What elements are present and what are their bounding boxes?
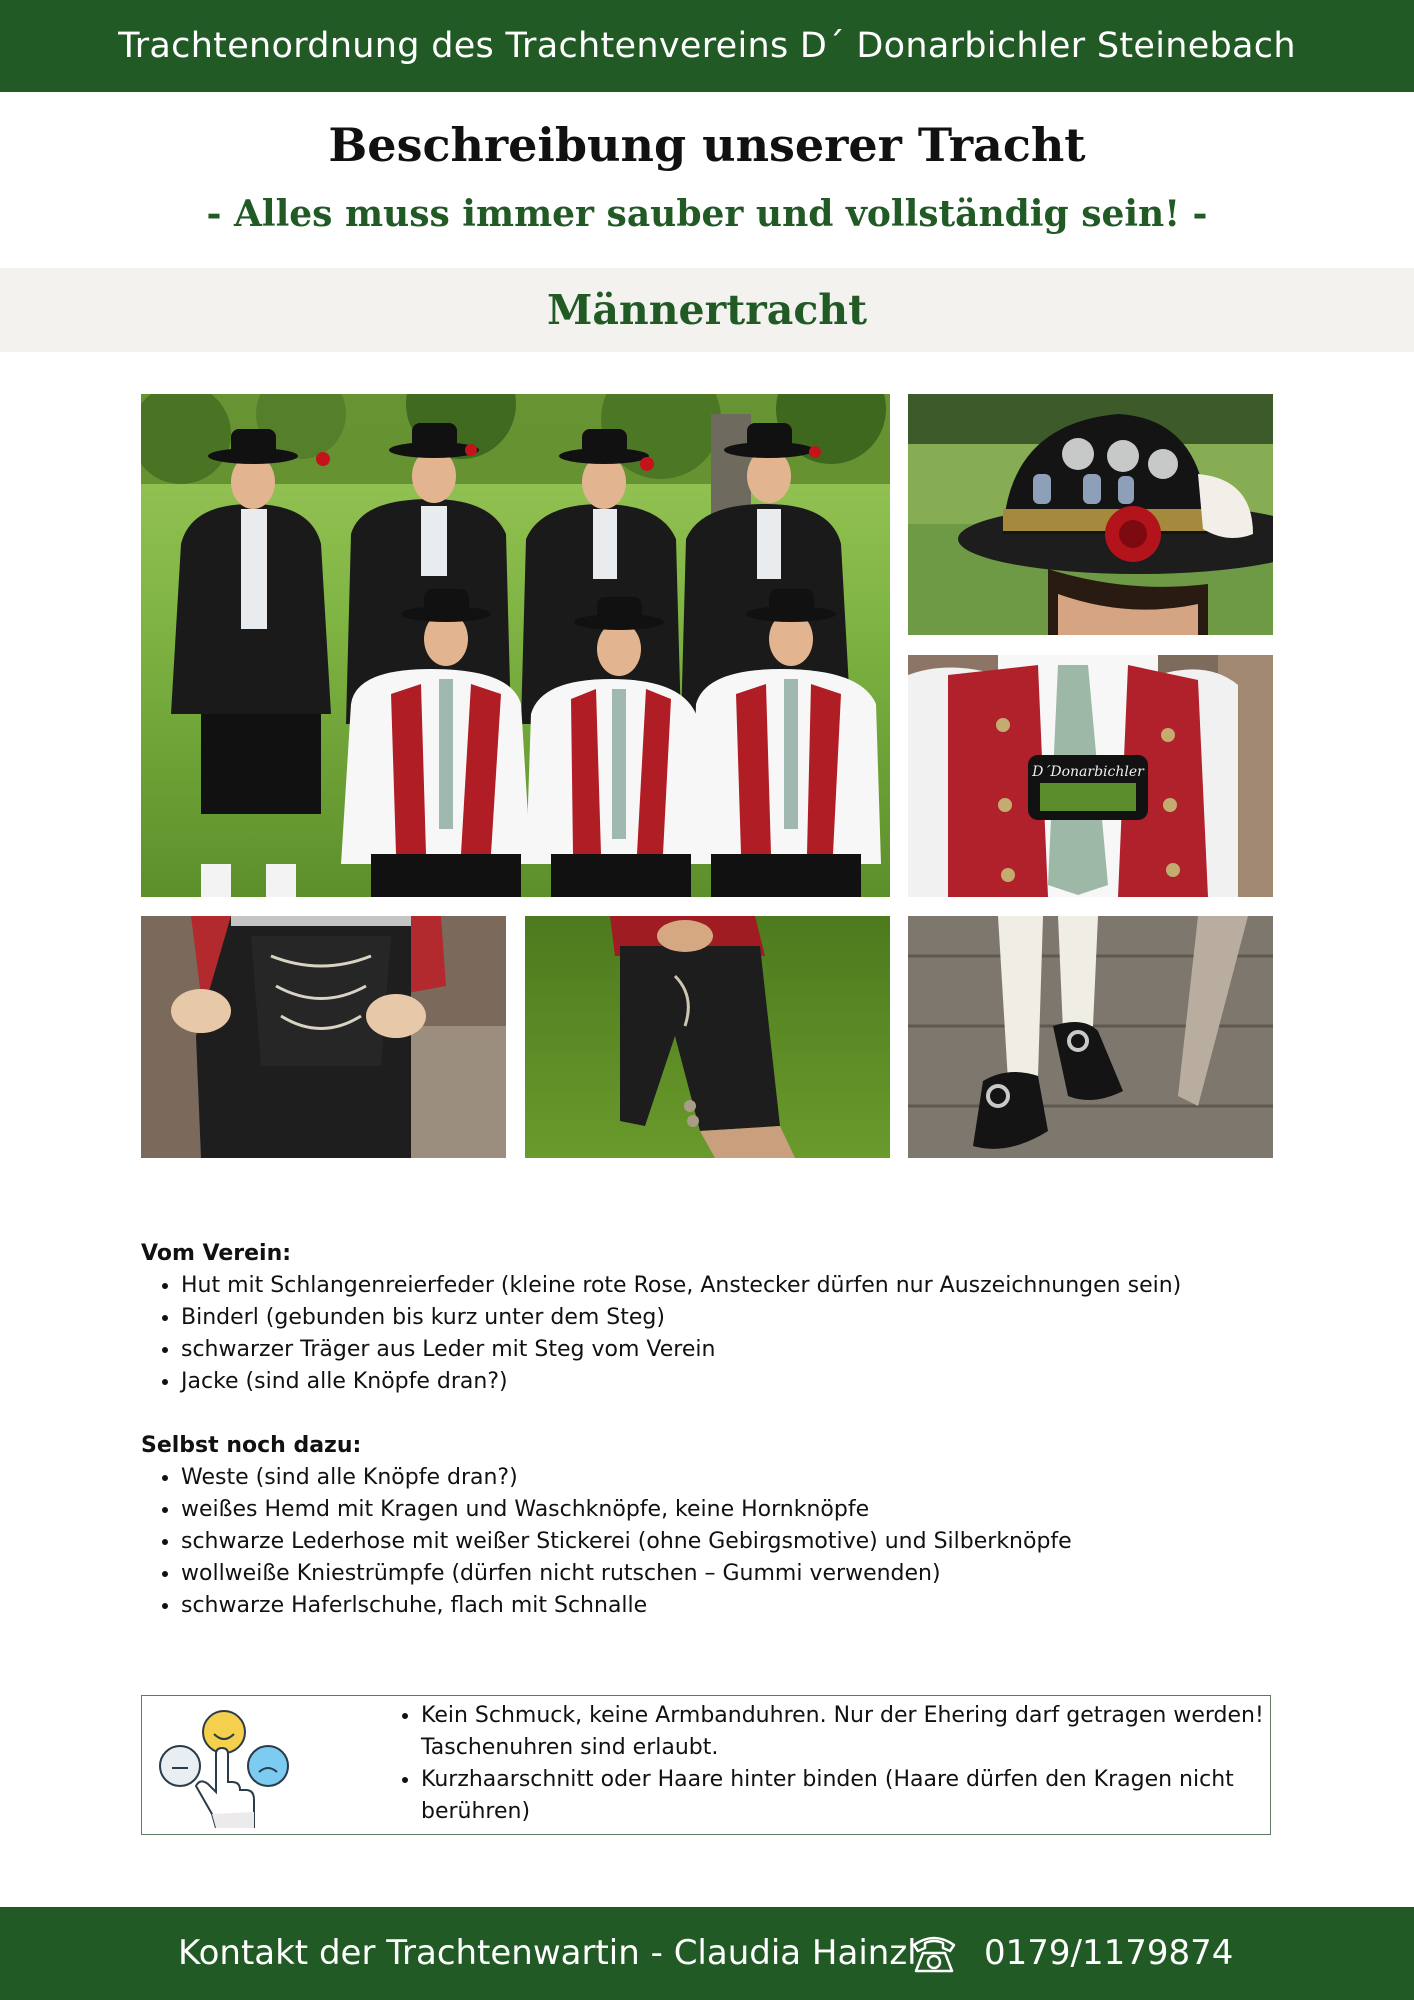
socks-and-shoes-illustration — [908, 916, 1273, 1158]
list-item: • wollweiße Kniestrümpfe (dürfen nicht rutschen – Gummi verwenden) — [181, 1558, 1281, 1590]
note-box — [141, 1695, 1271, 1835]
footer-bar — [0, 1907, 1414, 2000]
telephone-icon — [910, 1929, 958, 1975]
page-subtitle: - Alles muss immer sauber und vollständig sein! - — [206, 193, 1208, 235]
leather-trousers-side-photo — [525, 916, 890, 1158]
list-item: • schwarze Lederhose mit weißer Stickerei (ohne Gebirgsmotive) und Silberknöpfe — [181, 1526, 1281, 1558]
list-item: • Kurzhaarschnitt oder Haare hinter binden (Haare dürfen den Kragen nicht berühren) — [421, 1764, 1281, 1828]
section-band — [0, 268, 1414, 352]
list-item: • Binderl (gebunden bis kurz unter dem Steg) — [181, 1302, 1281, 1334]
selbst-heading: Selbst noch dazu: — [141, 1433, 362, 1458]
section-title: Männertracht — [546, 286, 868, 334]
vom-verein-section — [141, 1238, 1281, 1398]
header-title: Trachtenordnung des Trachtenvereins D´ Donarbichler Steinebach — [118, 26, 1296, 66]
list-item: • Kein Schmuck, keine Armbanduhren. Nur der Ehering darf getragen werden! Taschenuhren sind erlaubt. — [421, 1700, 1281, 1764]
header-bar — [0, 0, 1414, 92]
page-title: Beschreibung unserer Tracht — [328, 118, 1086, 172]
leather-trousers-front-illustration — [141, 916, 506, 1158]
list-item: • weißes Hemd mit Kragen und Waschknöpfe, keine Hornknöpfe — [181, 1494, 1281, 1526]
list-item: • Hut mit Schlangenreierfeder (kleine rote Rose, Anstecker dürfen nur Auszeichnungen sein) — [181, 1270, 1281, 1302]
list-item: • Weste (sind alle Knöpfe dran?) — [181, 1462, 1281, 1494]
leather-trousers-side-illustration — [525, 916, 890, 1158]
socks-and-shoes-photo — [908, 916, 1273, 1158]
selbst-section — [141, 1430, 1281, 1622]
vest-photo — [908, 655, 1273, 897]
vom-verein-list — [141, 1270, 1281, 1398]
list-item: • schwarze Haferlschuhe, flach mit Schnalle — [181, 1590, 1281, 1622]
vest-photo-illustration — [908, 655, 1273, 897]
vom-verein-heading: Vom Verein: — [141, 1241, 292, 1266]
hat-photo — [908, 394, 1273, 635]
vest-badge-text: D´Donarbichler — [1032, 764, 1144, 780]
selbst-list — [141, 1462, 1281, 1622]
group-photo-illustration — [141, 394, 890, 897]
note-list — [379, 1700, 1281, 1828]
hat-photo-illustration — [908, 394, 1273, 635]
contact-text: Kontakt der Trachtenwartin - Claudia Hainzl — [178, 1933, 917, 1973]
phone-number[interactable]: 0179/1179874 — [984, 1933, 1234, 1973]
feedback-faces-icon — [154, 1704, 294, 1828]
group-photo — [141, 394, 890, 897]
list-item: • schwarzer Träger aus Leder mit Steg vom Verein — [181, 1334, 1281, 1366]
list-item: • Jacke (sind alle Knöpfe dran?) — [181, 1366, 1281, 1398]
leather-trousers-front-photo — [141, 916, 506, 1158]
